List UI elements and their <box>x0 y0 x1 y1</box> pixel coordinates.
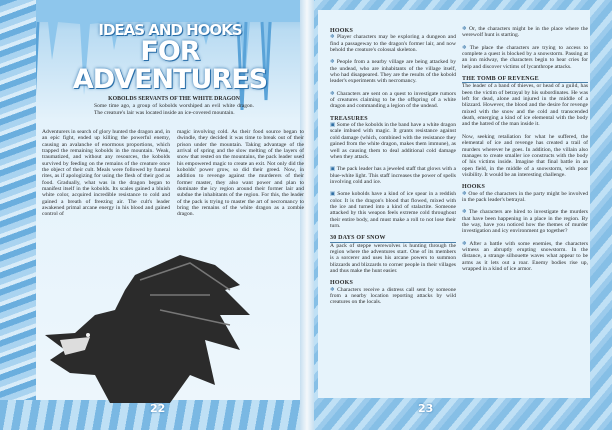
right-column-1 <box>330 26 456 312</box>
treasure-text: Some of the kobolds in the band have a white dragon scale imbued with magic. It grants resistance against cold damage (which, combined with the resistance they gained from the white dragon, makes them immune), as well as causing them to deal additional cold damage when they attack. <box>330 122 456 160</box>
chapter-title <box>70 22 270 94</box>
tomb-text: The leader of a band of thieves, or head of a guild, has been the victim of betrayal by his subordinates. He was left for dead, alone and injured in the middle of a blizzard. However, the blood and the desire for revenge mixed with the snow and the cold and transcended death, emerging a kind of ice elemental with the body and the hatred of the man inside it. <box>462 83 588 128</box>
treasure-icon: ▣ <box>330 122 336 129</box>
tomb-text: Now, seeking retaliation for what he suffered, the elemental of ice and revenge has created a trail of murders wherever he goes. In addition, the villain also manages to create smaller ice constructs with the body of his victims inside. Imagine that final battle in an open field, in the middle of a snowstorm, with poor visibility. It would be an interesting challenge. <box>462 133 588 178</box>
hook-text: The characters are hired to investigate the murders that have been happening in a place in the region. By the way, have you noticed how the themes of murder investigation and icy environment go together? <box>462 209 588 235</box>
hook-text: After a battle with some enemies, the characters witness an abruptly erupting snowstorm. In the distance, a strange silhouette waves what appear to be arms as it lets out a roar. Enemy bodies rise up, wrapped in a kind of ice armor. <box>462 240 588 272</box>
hook-item <box>462 45 588 70</box>
left-column-2 <box>177 129 304 224</box>
treasure-item <box>330 191 456 229</box>
hooks-heading: HOOKS <box>462 184 486 191</box>
intro-text: Some time ago, a group of kobolds worshiped an evil white dragon. The creature's lair was located inside an ice-covered mountain. <box>94 103 254 116</box>
snow-heading: 30 DAYS OF SNOW <box>330 235 456 242</box>
right-column-2 <box>462 26 588 278</box>
treasure-icon: ▣ <box>330 191 336 198</box>
treasure-item <box>330 166 456 185</box>
snowflake-icon: ❄ <box>462 209 467 216</box>
body-text: Adventurers in search of glory hunted the dragon and, in an epic fight, ended up killing the powerful enemy, causing an avalanche of enormous proportions, which trapped the remaining kobolds in the mountain. Weak, traumatized, and without any resources, the kobolds survived by feeding on the remains of the creature once the object of their cult. Meals were followed by funeral rites, as if apologizing for using the flesh of their god as food. Gradually, what was in the dragon began to manifest itself in the kobolds. Its scales gained a bluish white color, acquired incredible resistance to cold and gained a breath of freezing air. The cult's leader awakened primal arcane energy in his blood and gained control of <box>42 129 170 218</box>
page-number-left: 22 <box>150 402 166 415</box>
hook-item <box>462 209 588 234</box>
treasure-item <box>330 122 456 160</box>
hook-text: Characters are sent on a quest to investigate rumors of creatures claiming to be the offspring of a white dragon and commanding a legion of the undead. <box>330 90 456 110</box>
title-line-2: FOR ADVENTURES <box>72 36 268 95</box>
section-heading: KOBOLDS SERVANTS OF THE WHITE DRAGON <box>108 96 240 102</box>
hook-item <box>330 34 456 53</box>
title-line-1: IDEAS AND HOOKS <box>98 21 242 39</box>
hook-text: Characters receive a distress call sent by someone from a nearby location reporting attacks by wild creatures on the locals. <box>330 286 456 306</box>
snow-text: A pack of steppe werewolves is hunting through the region where the adventures start. One of its members is a sorcerer and uses his arcane powers to summon blizzards and blizzards to corner people in their villages and thus make the hunt easier. <box>330 242 456 274</box>
snowflake-icon: ❄ <box>462 240 467 247</box>
hook-text: One of the characters in the party might be involved in the pack leader's betrayal. <box>462 190 588 203</box>
treasures-heading: TREASURES <box>330 115 368 122</box>
hook-text: Or, the characters might be in the place where the werewolf hunt is starting. <box>462 26 588 39</box>
page-number-right: 23 <box>418 402 434 415</box>
intro-block <box>94 96 254 116</box>
treasure-text: The pack leader has a jeweled staff that glows with a blue-white light. This staff increases the power of spells involving cold and ice. <box>330 166 456 185</box>
snowflake-icon: ❄ <box>462 44 467 51</box>
snowflake-icon: ❄ <box>330 286 335 293</box>
snowflake-icon: ❄ <box>462 26 467 32</box>
hook-item <box>462 26 588 39</box>
hook-text: Player characters may be exploring a dungeon and find a passageway to the dragon's former lair, and now behold the creature's colossal skeleton. <box>330 34 456 54</box>
snowflake-icon: ❄ <box>330 59 335 66</box>
hook-item <box>462 191 588 204</box>
hook-text: People from a nearby village are being attacked by the undead, who are inhabitants of the village itself, who had disappeared. They are the results of the kobold leader's experiments with necromancy. <box>330 59 456 85</box>
treasure-icon: ▣ <box>330 166 336 173</box>
snowflake-icon: ❄ <box>330 90 335 97</box>
treasure-text: Some kobolds have a kind of ice spear in a reddish color. It is the dragon's blood that flowed, mixed with the ice and turned into a kind of stalactite. Someone attacked by this weapon feels extreme cold throughout their entire body, and must make a roll to not lose their turn. <box>330 191 456 229</box>
snowflake-icon: ❄ <box>330 34 335 41</box>
hook-text: The place the characters are trying to access to complete a quest is blocked by a snowstorm. Passing at an inn midway, the characters begin to hear cries for help and discover victims of lycanthrope attacks. <box>462 44 588 70</box>
hooks-heading: HOOKS <box>330 28 354 34</box>
hook-item <box>330 91 456 110</box>
ice-frame-left <box>0 0 36 430</box>
hooks-heading: HOOKS <box>330 280 354 287</box>
hook-item <box>462 241 588 273</box>
hook-item <box>330 59 456 84</box>
tomb-heading: THE TOMB OF REVENGE <box>462 76 588 83</box>
snowflake-icon: ❄ <box>462 190 467 197</box>
body-text: magic involving cold. As their food source began to dwindle, they decided it was time to break out of their prison under the mountain. Taking advantage of the arrival of spring and the slow melting of the layers of snow that rested on the mountains, the pack leader used his empowered magic to create an exit. Not only did the kobolds' power grow, so did their greed. Now, in addition to revenge against the murderers of their former master, they also want power and plan to dominate the icy region around their former lair and subdue the inhabitants of the region. For this, the leader of the pack is trying to master the art of necromancy to bring the remains of the white dragon as a zombie dragon. <box>177 129 304 218</box>
left-column-1 <box>42 129 170 224</box>
hook-item <box>330 287 456 306</box>
dragon-illustration <box>40 255 255 405</box>
